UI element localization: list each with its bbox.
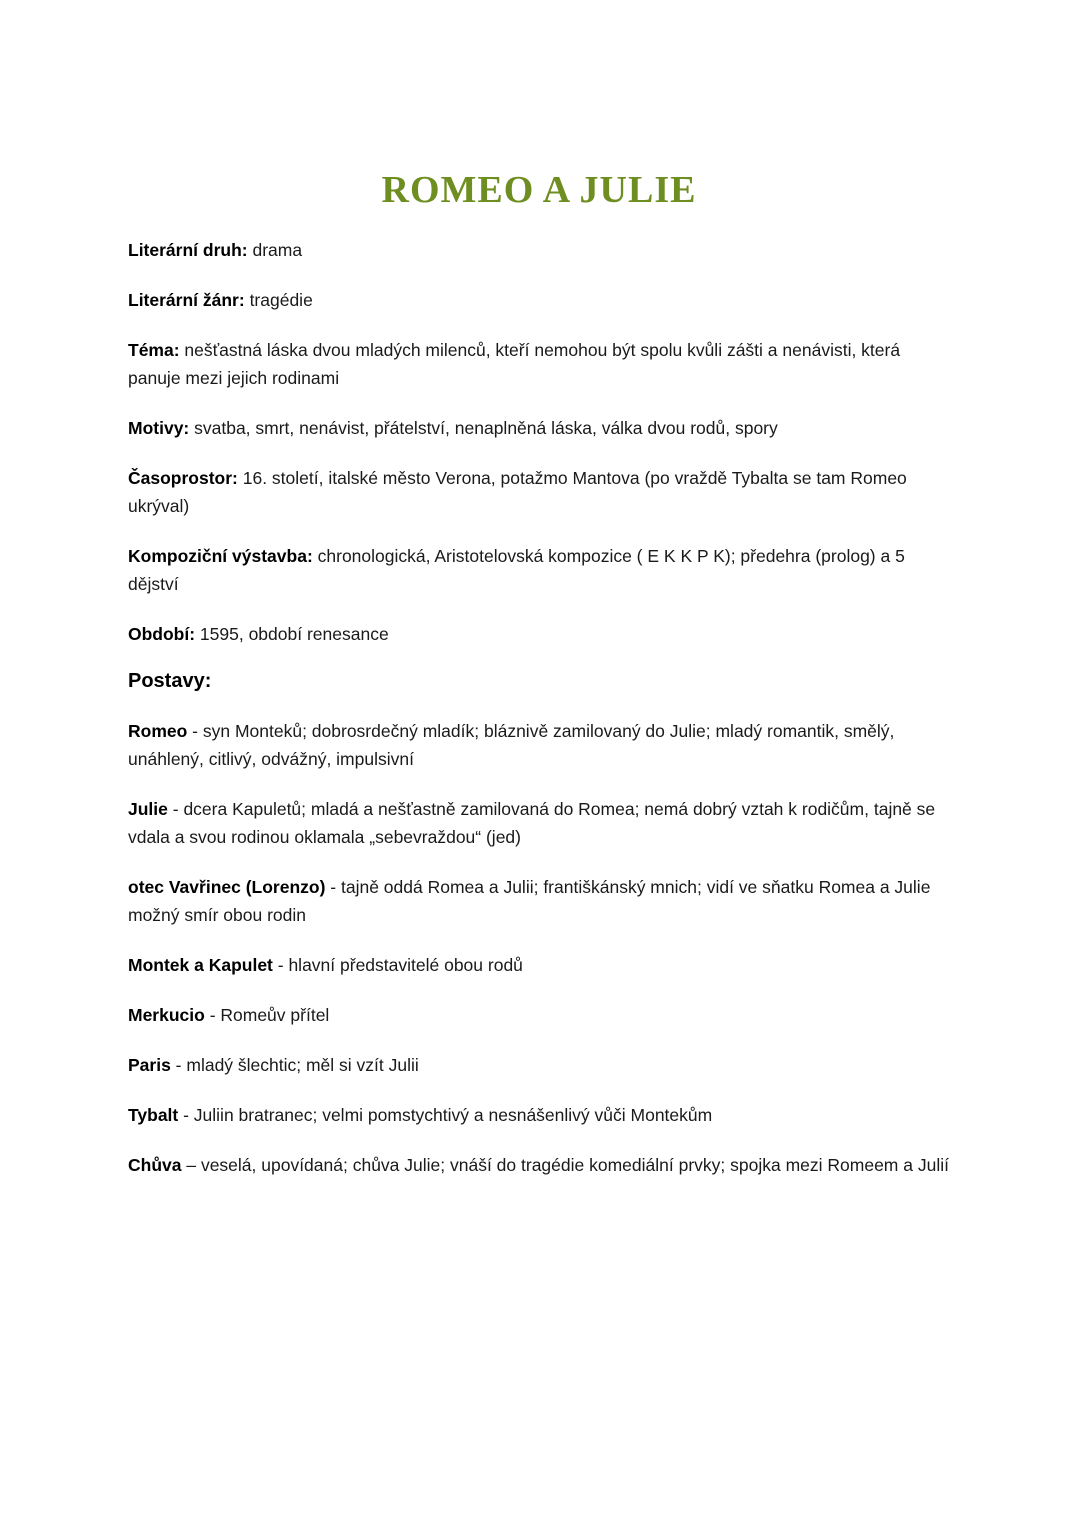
term-text: 1595, období renesance [195, 624, 389, 644]
character-description: - dcera Kapuletů; mladá a nešťastně zamilovaná do Romea; nemá dobrý vztah k rodičům, tajně se vdala a svou rodinou oklamala „sebevraždou“ (jed) [128, 799, 936, 847]
character-entry [128, 717, 950, 773]
character-description: - tajně oddá Romea a Julii; františkánský mnich; vidí ve sňatku Romea a Julie možný smír obou rodin [128, 877, 931, 925]
info-paragraph [128, 236, 950, 264]
info-paragraph [128, 336, 950, 392]
character-entry [128, 1051, 950, 1079]
term-text: tragédie [244, 290, 313, 310]
term-text: 16. století, italské město Verona, potažmo Mantova (po vraždě Tybalta se tam Romeo ukrýval) [128, 468, 907, 516]
character-entry [128, 1101, 950, 1129]
info-paragraph [128, 464, 950, 520]
term-label: Kompoziční výstavba: [128, 546, 313, 566]
info-paragraph [128, 542, 950, 598]
term-text: chronologická, Aristotelovská kompozice ( E K K P K); předehra (prolog) a 5 dějství [128, 546, 905, 594]
info-paragraph [128, 620, 950, 648]
character-name: Tybalt [128, 1105, 179, 1125]
character-description: - syn Monteků; dobrosrdečný mladík; bláznivě zamilovaný do Julie; mladý romantik, smělý, unáhlený, citlivý, odvážný, impulsivní [128, 721, 895, 769]
section-heading-postavy: Postavy: [128, 670, 212, 692]
character-name: otec Vavřinec (Lorenzo) [128, 877, 326, 897]
term-text: nešťastná láska dvou mladých milenců, kteří nemohou být spolu kvůli zášti a nenávisti, která panuje mezi jejich rodinami [128, 340, 901, 388]
character-entry [128, 873, 950, 929]
character-description: - Juliin bratranec; velmi pomstychtivý a nesnášenlivý vůči Montekům [178, 1105, 713, 1125]
term-label: Literární druh: [128, 240, 248, 260]
character-name: Julie [128, 799, 168, 819]
info-paragraph [128, 414, 950, 442]
term-label: Téma: [128, 340, 180, 360]
character-name: Romeo [128, 721, 188, 741]
character-entry [128, 951, 950, 979]
term-text: svatba, smrt, nenávist, přátelství, nenaplněná láska, válka dvou rodů, spory [189, 418, 778, 438]
character-name: Merkucio [128, 1005, 205, 1025]
character-description: - mladý šlechtic; měl si vzít Julii [170, 1055, 419, 1075]
term-label: Literární žánr: [128, 290, 245, 310]
term-label: Období: [128, 624, 196, 644]
term-label: Motivy: [128, 418, 190, 438]
term-text: drama [247, 240, 303, 260]
document-title: ROMEO A JULIE [381, 169, 697, 211]
character-description: - hlavní představitelé obou rodů [272, 955, 523, 975]
character-entry [128, 1151, 950, 1179]
character-description: – veselá, upovídaná; chůva Julie; vnáší do tragédie komediální prvky; spojka mezi Romeem a Julií [181, 1155, 949, 1175]
character-entry [128, 1001, 950, 1029]
character-name: Chůva [128, 1155, 182, 1175]
term-label: Časoprostor: [128, 468, 238, 488]
character-description: - Romeův přítel [204, 1005, 330, 1025]
info-paragraph [128, 286, 950, 314]
character-entry [128, 795, 950, 851]
character-name: Paris [128, 1055, 171, 1075]
character-name: Montek a Kapulet [128, 955, 273, 975]
